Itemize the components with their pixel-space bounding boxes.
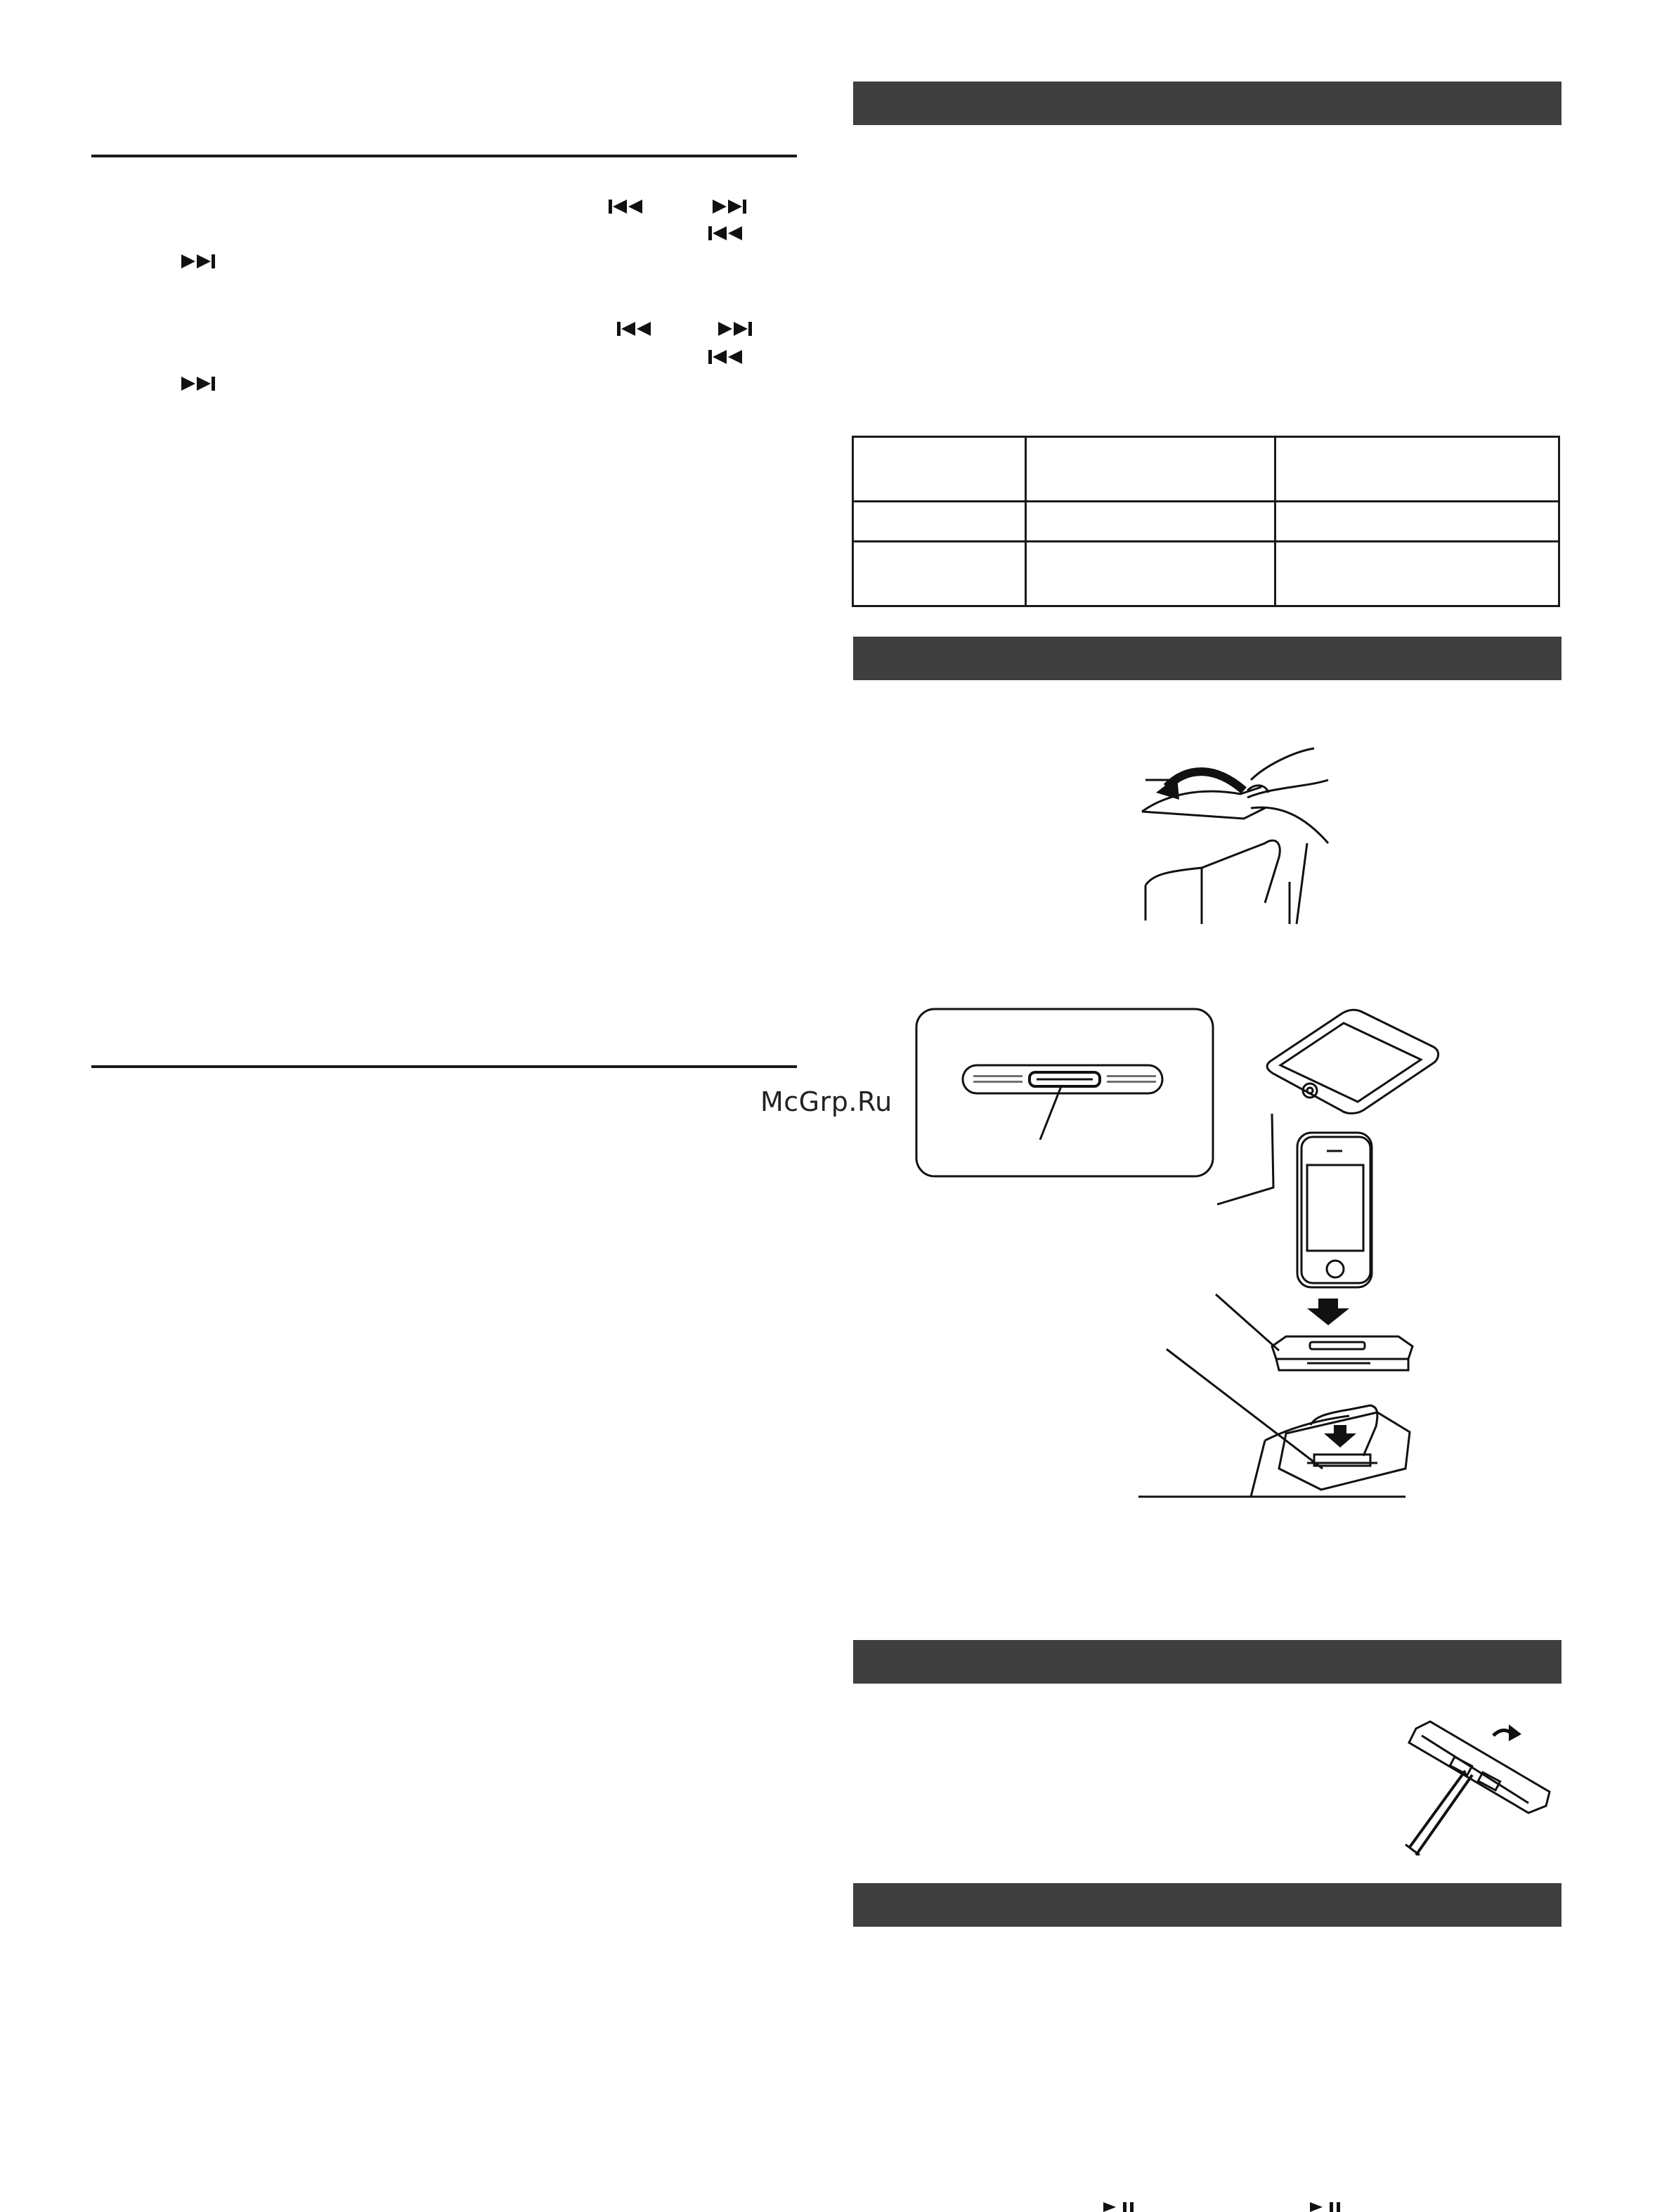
- skip-forward-icon: [710, 198, 748, 215]
- skip-forward-icon: [715, 320, 753, 337]
- play-pause-icon: [1101, 2202, 1138, 2212]
- top-left-rule: [91, 155, 797, 157]
- table-row: [853, 437, 1559, 502]
- table-cell: [853, 437, 1026, 502]
- spec-table: [852, 436, 1560, 607]
- table-cell: [853, 502, 1026, 541]
- table-cell: [1026, 437, 1275, 502]
- peel-film-illustration: [1124, 738, 1349, 928]
- table-cell: [1275, 437, 1559, 502]
- table-cell: [1275, 502, 1559, 541]
- section-header-bar-1: [853, 82, 1562, 125]
- table-row: [853, 541, 1559, 606]
- skip-back-icon: [607, 198, 645, 215]
- skip-forward-icon: [178, 375, 216, 392]
- table-cell: [853, 541, 1026, 606]
- mid-left-rule: [91, 1065, 797, 1068]
- play-pause-icon: [1307, 2202, 1345, 2212]
- table-cell: [1275, 541, 1559, 606]
- watermark: McGrp.Ru: [760, 1086, 892, 1117]
- adapter-removal-illustration: [1388, 1715, 1564, 1862]
- section-header-bar-2: [853, 637, 1562, 680]
- table-row: [853, 502, 1559, 541]
- skip-back-icon: [707, 349, 745, 365]
- iphone-dock-illustration: [1138, 1005, 1462, 1539]
- section-header-bar-4: [853, 1883, 1562, 1927]
- skip-back-icon: [707, 225, 745, 242]
- table-cell: [1026, 541, 1275, 606]
- skip-back-icon: [616, 320, 654, 337]
- skip-forward-icon: [178, 253, 216, 270]
- section-header-bar-3: [853, 1640, 1562, 1684]
- table-cell: [1026, 502, 1275, 541]
